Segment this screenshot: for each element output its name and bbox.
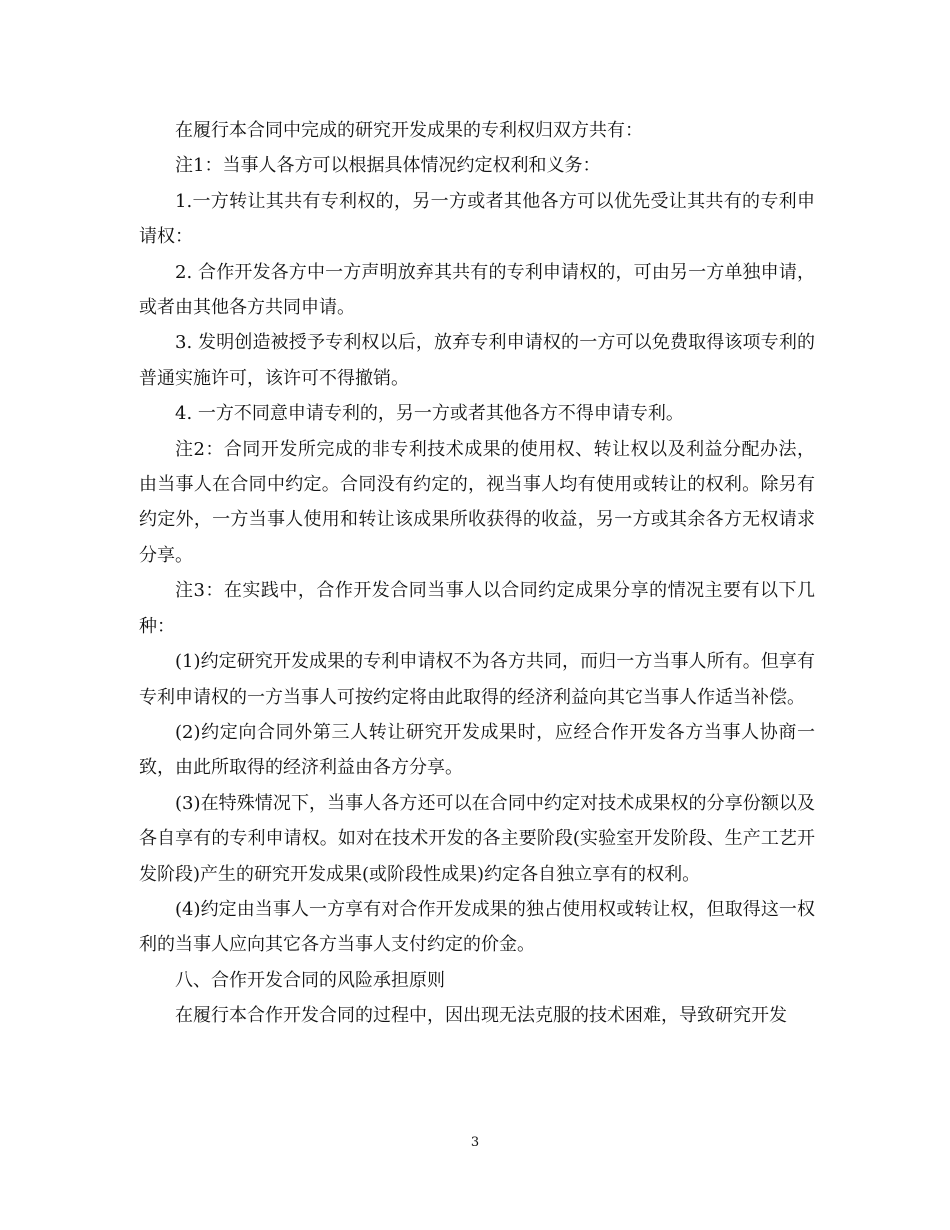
paragraph: (4)约定由当事人一方享有对合作开发成果的独占使用权或转让权，但取得这一权利的当事人应向其它各方当事人支付约定的价金。 bbox=[139, 898, 815, 956]
document-body bbox=[139, 113, 815, 1034]
paragraph: (1)约定研究开发成果的专利申请权不为各方共同，而归一方当事人所有。但享有专利申请权的一方当事人可按约定将由此取得的经济利益向其它当事人作适当补偿。 bbox=[139, 651, 815, 708]
paragraph: 在履行本合作开发合同的过程中，因出现无法克服的技术困难，导致研究开发 bbox=[175, 1005, 787, 1027]
page-number: 3 bbox=[470, 1135, 480, 1150]
paragraph: 注3：在实践中，合作开发合同当事人以合同约定成果分享的情况主要有以下几种： bbox=[139, 580, 815, 637]
paragraph: 2. 合作开发各方中一方声明放弃其共有的专利申请权的，可由另一方单独申请，或者由其他各方共同申请。 bbox=[139, 261, 815, 319]
section-heading: 八、合作开发合同的风险承担原则 bbox=[175, 969, 445, 991]
paragraph: 在履行本合同中完成的研究开发成果的专利权归双方共有： bbox=[175, 120, 643, 141]
paragraph: 注1：当事人各方可以根据具体情况约定权利和义务： bbox=[175, 155, 601, 177]
paragraph: 1.一方转让其共有专利权的，另一方或者其他各方可以优先受让其共有的专利申请权： bbox=[139, 190, 815, 248]
paragraph: (2)约定向合同外第三人转让研究开发成果时，应经合作开发各方当事人协商一致，由此所取得的经济利益由各方分享。 bbox=[139, 721, 815, 779]
paragraph: 3. 发明创造被授予专利权以后，放弃专利申请权的一方可以免费取得该项专利的普通实施许可，该许可不得撤销。 bbox=[139, 332, 815, 389]
paragraph: 4. 一方不同意申请专利的，另一方或者其他各方不得申请专利。 bbox=[175, 403, 684, 425]
paragraph: (3)在特殊情况下，当事人各方还可以在合同中约定对技术成果权的分享份额以及各自享有的专利申请权。如对在技术开发的各主要阶段(实验室开发阶段、生产工艺开发阶段)产生的研究开发成果(或阶段性成果)约定各自独立享有的权利。 bbox=[139, 792, 815, 885]
paragraph: 注2：合同开发所完成的非专利技术成果的使用权、转让权以及利益分配办法，由当事人在合同中约定。合同没有约定的，视当事人均有使用或转让的权利。除另有约定外，一方当事人使用和转让该成果所收获得的收益，另一方或其余各方无权请求分享。 bbox=[139, 438, 815, 566]
